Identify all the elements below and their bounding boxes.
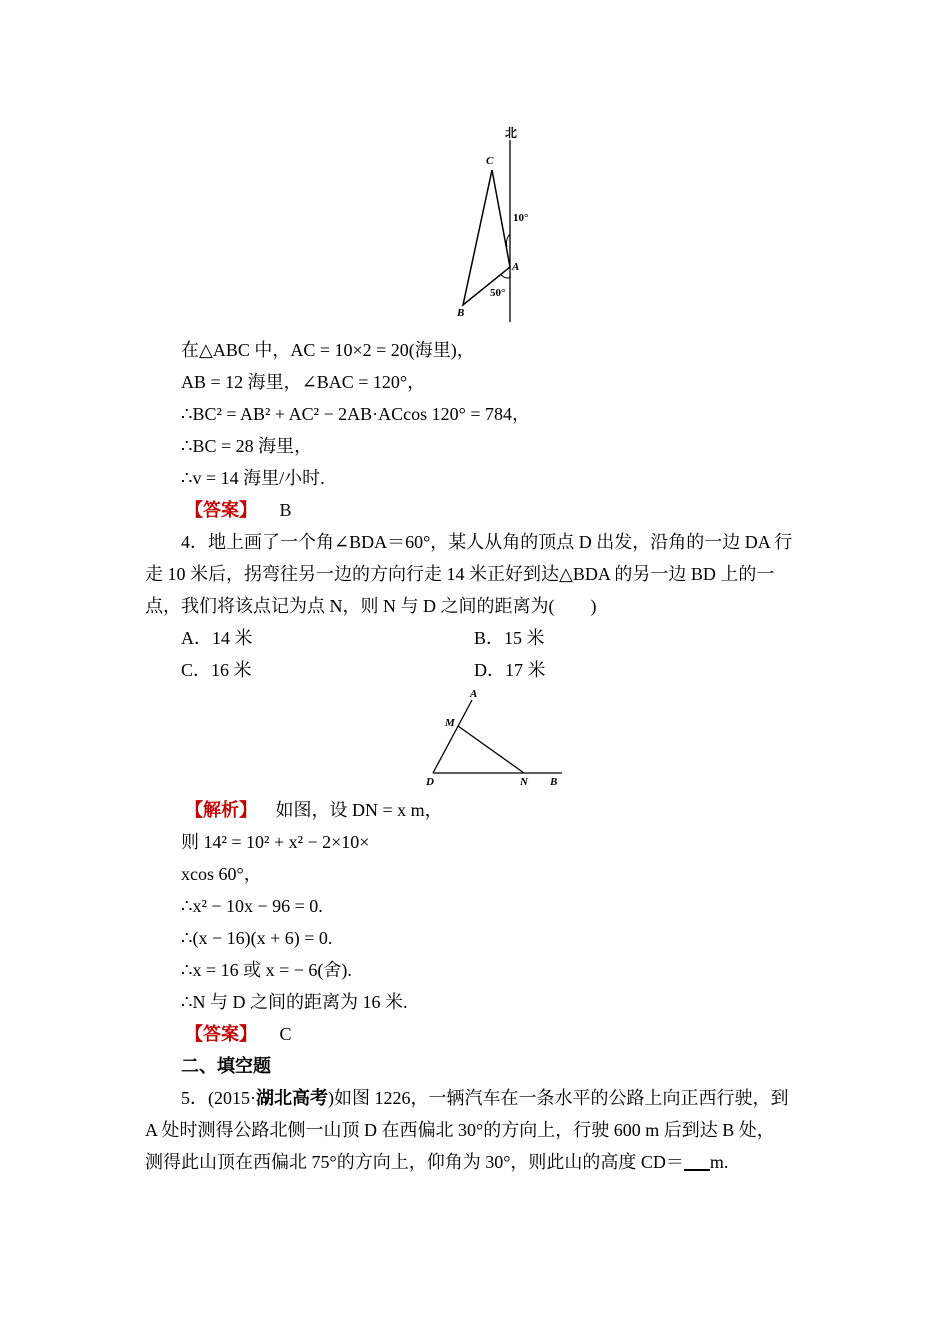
answer-value: B bbox=[279, 500, 292, 520]
solution3-line4: ∴BC = 28 海里， bbox=[181, 436, 313, 456]
question5-line1 bbox=[181, 1086, 789, 1110]
solution3-line3: ∴BC² = AB² + AC² − 2AB·ACcos 120° = 784， bbox=[181, 404, 530, 424]
solution4-line3: xcos 60°， bbox=[181, 864, 262, 884]
question5-line1-rest: )如图 1226，一辆汽车在一条水平的公路上向正西行驶，到 bbox=[328, 1088, 789, 1108]
solution4-line1: 如图，设 DN = x m， bbox=[275, 800, 443, 820]
point-b-label: B bbox=[550, 776, 558, 788]
figure-triangle-abc bbox=[450, 122, 540, 327]
point-d-label: D bbox=[426, 776, 434, 788]
option-a: A．14 米 bbox=[181, 628, 253, 648]
question5-line3-prefix: 测得此山顶在西偏北 75°的方向上，仰角为 30°，则此山的高度 CD＝ bbox=[145, 1152, 684, 1172]
vertex-a-label: A bbox=[512, 261, 520, 273]
solution4-line4: ∴x² − 10x − 96 = 0. bbox=[181, 896, 323, 916]
point-a-label: A bbox=[470, 688, 478, 700]
section-title: 二、填空题 bbox=[181, 1056, 271, 1076]
north-label: 北 bbox=[505, 126, 518, 140]
answer-tag: 【答案】 bbox=[185, 500, 257, 520]
question5-source: 湖北高考 bbox=[256, 1088, 328, 1108]
solution4-answer-row bbox=[185, 1022, 292, 1046]
question5-line3 bbox=[145, 1150, 728, 1174]
ray-da bbox=[433, 700, 472, 773]
triangle-sides bbox=[463, 170, 510, 305]
solution4-line2: 则 14² = 10² + x² − 2×10× bbox=[181, 832, 370, 852]
figure-angle-bda bbox=[420, 686, 570, 792]
answer-value: C bbox=[279, 1024, 292, 1044]
question5-line2: A 处时测得公路北侧一山顶 D 在西偏北 30°的方向上，行驶 600 m 后到达 B 处， bbox=[145, 1120, 775, 1140]
question4-line2: 走 10 米后，拐弯往另一边的方向行走 14 米正好到达△BDA 的另一边 BD 上的一 bbox=[145, 564, 775, 584]
angle-10-label: 10° bbox=[513, 212, 529, 224]
solution3-line1: 在△ABC 中，AC = 10×2 = 20(海里)， bbox=[181, 340, 475, 360]
question4-line3: 点，我们将该点记为点 N，则 N 与 D 之间的距离为( ) bbox=[145, 596, 597, 616]
vertex-c-label: C bbox=[486, 155, 494, 167]
solution4-line7: ∴N 与 D 之间的距离为 16 米. bbox=[181, 992, 408, 1012]
question5-line3-suffix: m. bbox=[709, 1152, 729, 1172]
analysis-tag: 【解析】 bbox=[185, 800, 257, 820]
option-d: D．17 米 bbox=[474, 660, 546, 680]
solution3-line2: AB = 12 海里，∠BAC = 120°， bbox=[181, 372, 426, 392]
solution4-line1-row bbox=[185, 798, 443, 822]
question4-line1: 4．地上画了一个角∠BDA＝60°，某人从角的顶点 D 出发，沿角的一边 DA 行 bbox=[181, 532, 793, 552]
option-c: C．16 米 bbox=[181, 660, 252, 680]
question5-prefix: 5．(2015· bbox=[181, 1088, 256, 1108]
answer-blank bbox=[684, 1151, 710, 1171]
solution3-answer-row bbox=[185, 498, 292, 522]
answer-tag: 【答案】 bbox=[185, 1024, 257, 1044]
angle-50-label: 50° bbox=[490, 287, 506, 299]
option-b: B．15 米 bbox=[474, 628, 545, 648]
point-n-label: N bbox=[520, 776, 528, 788]
vertex-b-label: B bbox=[457, 307, 465, 319]
solution3-line5: ∴v = 14 海里/小时. bbox=[181, 468, 325, 488]
solution4-line5: ∴(x − 16)(x + 6) = 0. bbox=[181, 928, 333, 948]
solution4-line6: ∴x = 16 或 x = − 6(舍). bbox=[181, 960, 352, 980]
segment-mn bbox=[458, 726, 524, 773]
point-m-label: M bbox=[445, 717, 455, 729]
